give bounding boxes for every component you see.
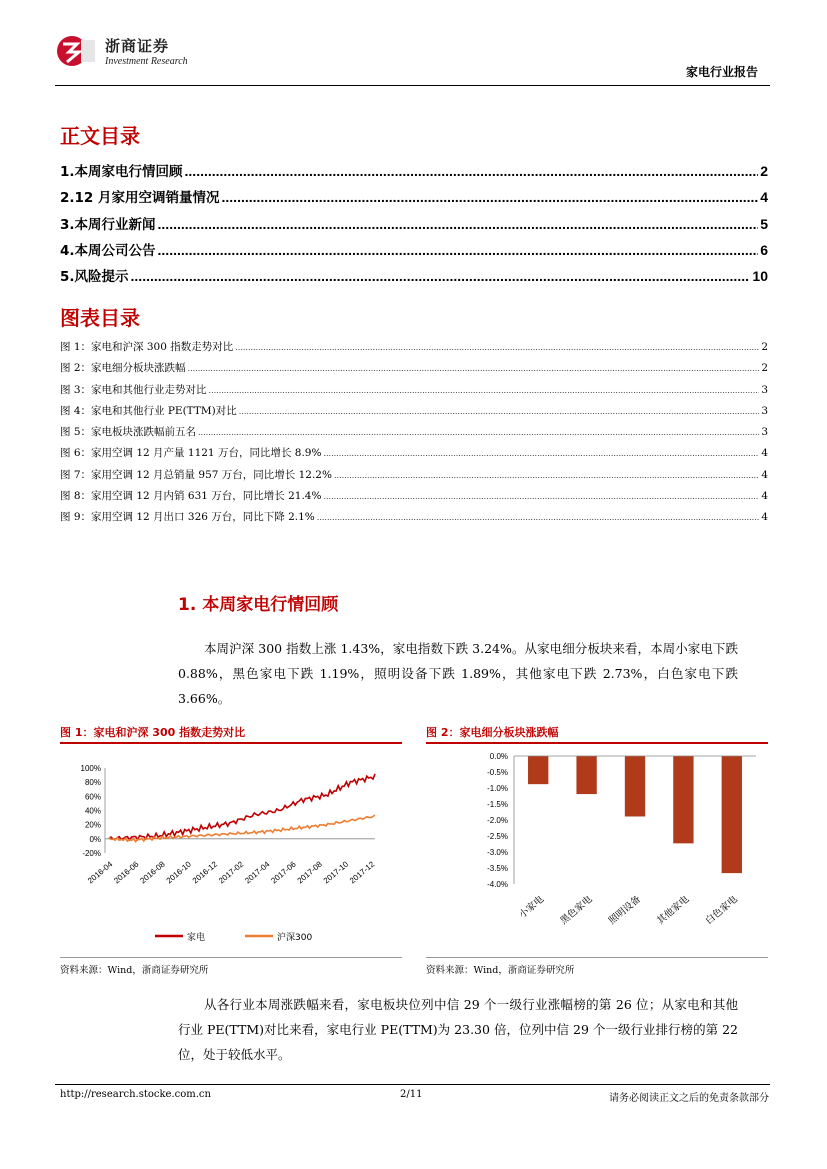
y-tick-label: -2.5%: [487, 832, 508, 841]
figure-toc-item[interactable]: [60, 339, 768, 360]
figure-toc-item[interactable]: [60, 360, 768, 381]
dot-leader: [158, 242, 759, 258]
figure-toc-label: 图 2：家电细分板块涨跌幅: [60, 362, 186, 375]
legend-label: 家电: [187, 933, 206, 943]
figure-toc-item[interactable]: [60, 424, 768, 445]
bar: [576, 756, 596, 794]
dot-leader: [158, 216, 759, 232]
figure2-bar-chart: [426, 746, 768, 954]
x-category-label: 黑色家电: [558, 893, 595, 927]
toc-item[interactable]: [60, 186, 768, 212]
y-tick-label: -4.0%: [487, 880, 508, 889]
toc-page: 5: [760, 215, 768, 232]
y-tick-label: -0.5%: [487, 768, 508, 777]
toc-title: 正文目录: [60, 124, 140, 148]
x-tick-label: 2017-08: [295, 859, 324, 886]
x-tick-label: 2017-04: [243, 859, 272, 886]
toc-label: 1.本周家电行情回顾: [60, 164, 183, 180]
report-type: 家电行业报告: [685, 65, 758, 79]
x-tick-label: 2017-12: [348, 859, 377, 886]
company-logo-icon: [55, 34, 97, 68]
header-divider: [55, 85, 770, 86]
y-tick-label: 100%: [80, 764, 101, 773]
x-category-label: 照明设备: [606, 893, 643, 927]
paragraph: 本周沪深 300 指数上涨 1.43%，家电指数下跌 3.24%。从家电细分板块来看，本周小家电下跌 0.88%，黑色家电下跌 1.19%，照明设备下跌 1.89%，其他家电下跌 2.73%，白色家电下跌 3.66%。: [178, 641, 738, 706]
bar: [625, 756, 645, 816]
figure-toc-label: 图 1：家电和沪深 300 指数走势对比: [60, 341, 234, 353]
dot-leader: [198, 428, 759, 437]
toc-item[interactable]: [60, 265, 768, 291]
toc-item[interactable]: [60, 239, 768, 265]
dot-leader: [222, 189, 759, 205]
figure-toc-label: 图 7：家用空调 12 月总销量 957 万台，同比增长 12.2%: [60, 468, 332, 481]
toc-label: 3.本周行业新闻: [60, 216, 156, 233]
figure-toc-page: 3: [761, 426, 768, 439]
figure2-top-rule: [426, 742, 768, 744]
figure-toc-item[interactable]: [60, 382, 768, 403]
toc-page: 10: [752, 268, 768, 285]
section-heading: 1. 本周家电行情回顾: [178, 595, 339, 615]
y-tick-label: 0.0%: [489, 752, 508, 761]
figure-toc-page: 3: [761, 383, 768, 396]
figure-toc-page: 2: [761, 341, 768, 353]
toc-label: 5.风险提示: [60, 269, 129, 286]
y-tick-label: -1.5%: [487, 800, 508, 809]
toc-label: 4.本周公司公告: [60, 242, 156, 259]
dot-leader: [334, 471, 759, 480]
x-tick-label: 2016-04: [86, 859, 115, 886]
toc-item[interactable]: [60, 213, 768, 239]
y-tick-label: 0%: [89, 834, 101, 844]
x-tick-label: 2016-10: [164, 859, 193, 886]
y-tick-label: -3.5%: [487, 864, 508, 873]
x-category-label: 白色家电: [703, 893, 740, 927]
y-tick-label: -3.0%: [487, 848, 508, 857]
dot-leader: [188, 364, 760, 373]
x-category-label: 其他家电: [655, 893, 692, 927]
y-tick-label: -20%: [82, 849, 101, 858]
company-name-cn: 浙商证券: [105, 37, 170, 55]
figure1-top-rule: [60, 742, 402, 744]
company-name-en: Investment Research: [105, 56, 188, 67]
figure1-line-chart: [60, 748, 402, 953]
toc-label: 2.12 月家用空调销量情况: [60, 190, 220, 207]
figure1-title: 图 1：家电和沪深 300 指数走势对比: [60, 726, 246, 739]
figure1-bottom-rule: [60, 957, 402, 958]
toc-page: 6: [760, 241, 768, 258]
figure-toc-item[interactable]: [60, 488, 768, 509]
dot-leader: [131, 268, 751, 284]
bar: [528, 756, 548, 784]
figure-toc-label: 图 3：家电和其他行业走势对比: [60, 383, 207, 396]
figure2-title: 图 2：家电细分板块涨跌幅: [426, 726, 559, 739]
toc-page: 4: [760, 189, 768, 206]
y-tick-label: 40%: [84, 806, 101, 816]
x-category-label: 小家电: [517, 893, 547, 921]
figure2-source: 资料来源：Wind，浙商证券研究所: [426, 965, 575, 976]
page-header: [55, 30, 770, 88]
figure-toc-page: 3: [761, 404, 768, 417]
x-tick-label: 2016-12: [190, 859, 220, 886]
dot-leader: [185, 163, 759, 179]
dot-leader: [323, 449, 759, 458]
paragraph: 从各行业本周涨跌幅来看，家电板块位列中信 29 个一级行业涨幅榜的第 26 位；从家电和其他行业 PE(TTM)对比来看，家电行业 PE(TTM)为 23.30 倍，位列中信 29 个一级行业排行榜的第 22 位，处于较低水平。: [178, 997, 738, 1062]
footer-url[interactable]: http://research.stocke.com.cn: [60, 1089, 211, 1100]
legend-label: 沪深300: [277, 933, 313, 943]
figure-toc-page: 4: [761, 490, 768, 503]
x-tick-label: 2016-08: [138, 859, 167, 886]
footer-page-number: 2/11: [400, 1089, 423, 1100]
y-tick-label: -2.0%: [487, 816, 508, 825]
toc-item[interactable]: [60, 160, 768, 186]
toc-page: 2: [760, 163, 768, 179]
footer-disclaimer: 请务必阅读正文之后的免责条款部分: [609, 1093, 769, 1104]
figure-toc-page: 4: [761, 447, 768, 460]
x-tick-label: 2017-06: [269, 859, 298, 886]
dot-leader: [209, 386, 760, 395]
x-tick-label: 2017-02: [217, 859, 246, 886]
dot-leader: [323, 492, 759, 501]
footer-divider: [55, 1084, 770, 1085]
figure-toc-page: 4: [761, 468, 768, 481]
dot-leader: [239, 407, 760, 416]
y-tick-label: 20%: [84, 820, 101, 830]
y-tick-label: 80%: [84, 778, 101, 788]
x-tick-label: 2017-10: [321, 859, 351, 886]
bar: [673, 756, 693, 843]
figure-toc-item[interactable]: [60, 467, 768, 488]
figure-toc-list: [60, 339, 768, 531]
figure-toc-label: 图 6：家用空调 12 月产量 1121 万台，同比增长 8.9%: [60, 447, 322, 460]
dot-leader: [317, 513, 760, 522]
series-line-1: [109, 774, 375, 840]
dot-leader: [235, 343, 759, 352]
figure2-bottom-rule: [426, 957, 768, 958]
bar: [722, 756, 742, 873]
figure-toc-item[interactable]: [60, 509, 768, 530]
y-tick-label: -1.0%: [487, 784, 508, 793]
figure-toc-label: 图 8：家用空调 12 月内销 631 万台，同比增长 21.4%: [60, 490, 322, 503]
figure1-source: 资料来源：Wind，浙商证券研究所: [60, 965, 209, 976]
figure-toc-label: 图 9：家用空调 12 月出口 326 万台，同比下降 2.1%: [60, 511, 315, 524]
x-tick-label: 2016-06: [112, 859, 141, 886]
toc-list: [60, 160, 768, 291]
figure-toc-page: 2: [761, 362, 768, 375]
figure-toc-label: 图 5：家电板块涨跌幅前五名: [60, 426, 197, 439]
figure-toc-label: 图 4：家电和其他行业 PE(TTM)对比: [60, 404, 237, 417]
figure-toc-item[interactable]: [60, 445, 768, 466]
figure-toc-page: 4: [761, 511, 768, 524]
figure-toc-title: 图表目录: [60, 306, 140, 330]
figure-toc-item[interactable]: [60, 403, 768, 424]
y-tick-label: 60%: [84, 792, 101, 802]
